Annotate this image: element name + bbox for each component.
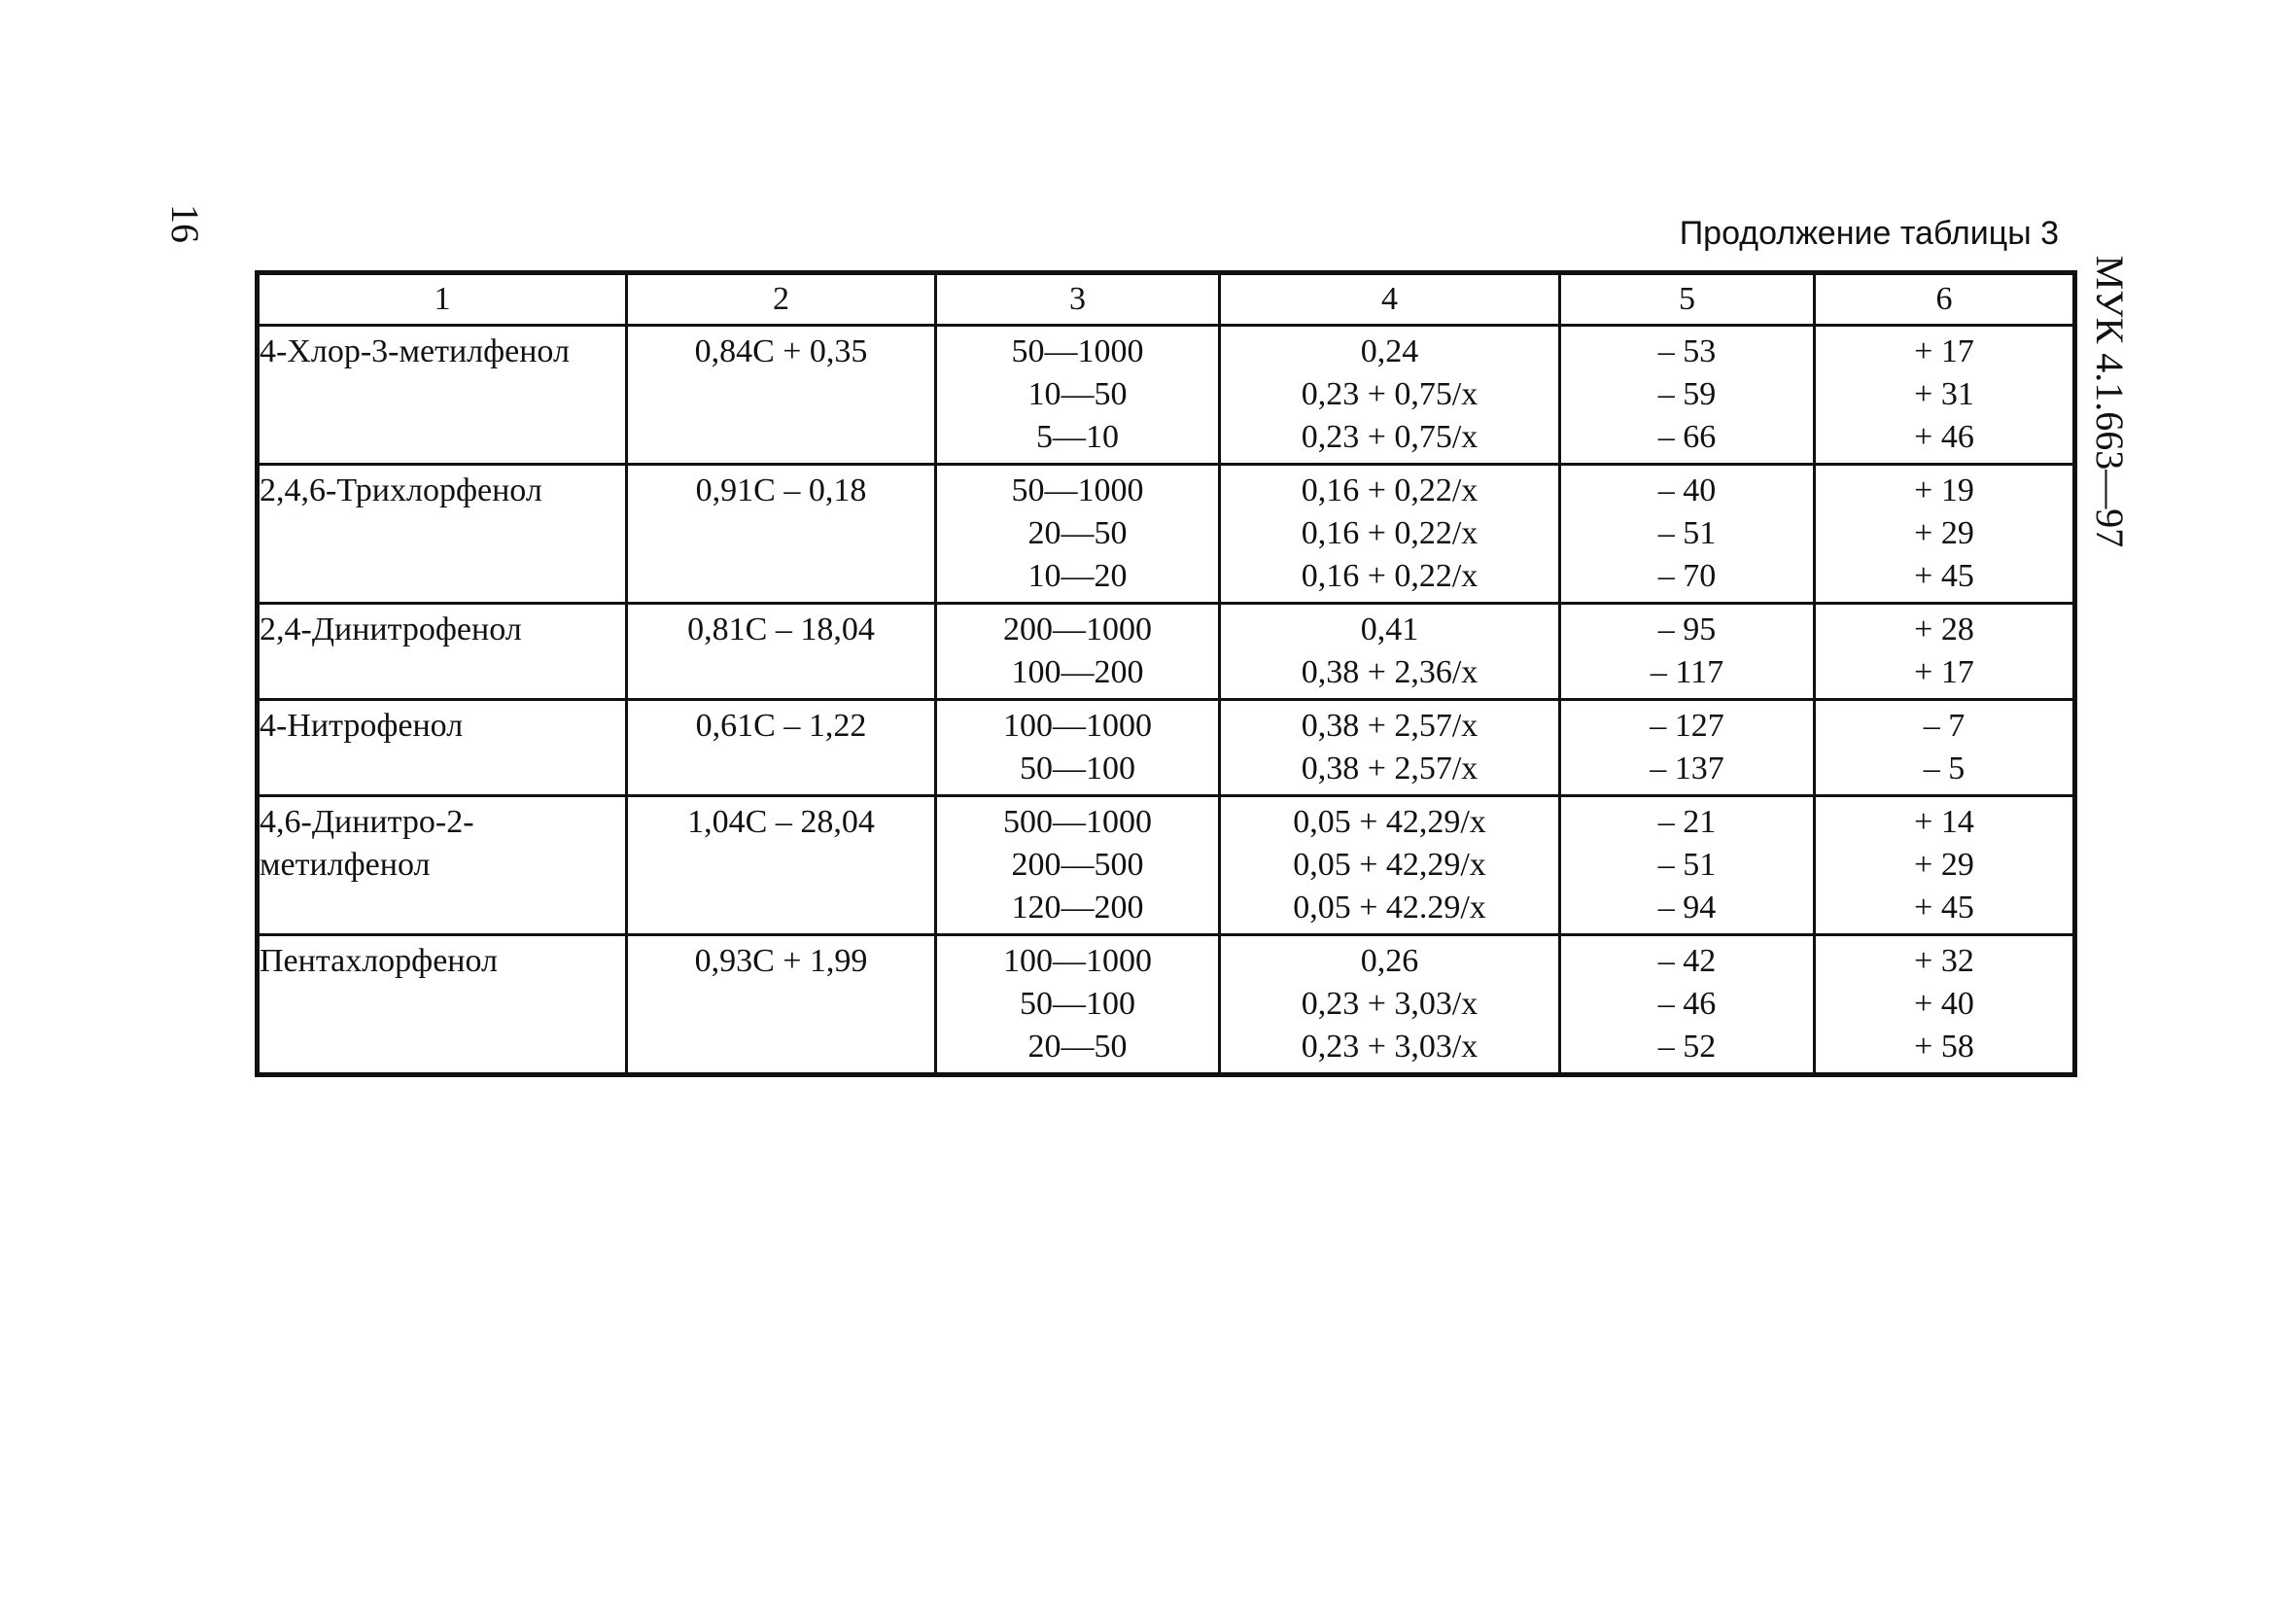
- compound-name-cell: [258, 604, 627, 700]
- range-cell: [936, 700, 1220, 796]
- col6-cell: [1815, 935, 2075, 1075]
- col4-cell: [1220, 604, 1560, 700]
- compound-name: 2,4-Динитрофенол: [260, 611, 522, 647]
- formula-cell: [627, 326, 936, 465]
- col6-cell: [1815, 796, 2075, 935]
- col5-value: – 53: [1657, 333, 1717, 369]
- range-value: 20—50: [1027, 1029, 1128, 1065]
- col5-value: – 42: [1657, 943, 1717, 979]
- col6-value: + 46: [1914, 419, 1974, 455]
- col6-value: + 14: [1914, 804, 1974, 840]
- compound-name: Пентахлорфенол: [260, 943, 499, 979]
- range-value: 10—50: [1027, 376, 1128, 412]
- data-table: [255, 270, 2077, 1077]
- col4-value: 0,16 + 0,22/х: [1301, 515, 1478, 551]
- compound-name-cell: [258, 700, 627, 796]
- range-value: 500—1000: [1003, 804, 1152, 840]
- column-header: 4: [1220, 273, 1560, 326]
- table-row: [258, 935, 2075, 1075]
- compound-name: 4-Хлор-3-метилфенол: [260, 333, 570, 369]
- col5-value: – 46: [1657, 986, 1717, 1022]
- formula: 0,84С + 0,35: [694, 333, 868, 369]
- range-value: 10—20: [1027, 558, 1128, 594]
- compound-name: 4,6-Динитро-2-: [260, 804, 474, 840]
- col5-cell: [1560, 700, 1815, 796]
- range-cell: [936, 796, 1220, 935]
- col6-value: + 40: [1914, 986, 1974, 1022]
- column-header: 2: [627, 273, 936, 326]
- formula-cell: [627, 465, 936, 604]
- formula-cell: [627, 604, 936, 700]
- col6-value: – 7: [1923, 708, 1966, 744]
- col4-value: 0,16 + 0,22/х: [1301, 472, 1478, 508]
- compound-name: метилфенол: [260, 847, 431, 883]
- compound-name: 4-Нитрофенол: [260, 708, 464, 744]
- col4-cell: [1220, 935, 1560, 1075]
- col5-value: – 21: [1657, 804, 1717, 840]
- range-value: 200—500: [1011, 847, 1144, 883]
- formula: 0,93С + 1,99: [694, 943, 868, 979]
- col5-value: – 66: [1657, 419, 1717, 455]
- col5-cell: [1560, 935, 1815, 1075]
- column-header: 1: [258, 273, 627, 326]
- col4-value: 0,05 + 42.29/х: [1293, 890, 1486, 926]
- formula-cell: [627, 700, 936, 796]
- range-value: 100—1000: [1003, 943, 1152, 979]
- col6-value: + 17: [1914, 654, 1974, 690]
- compound-name-cell: [258, 465, 627, 604]
- column-header: 5: [1560, 273, 1815, 326]
- range-value: 20—50: [1027, 515, 1128, 551]
- range-value: 100—1000: [1003, 708, 1152, 744]
- table-row: [258, 700, 2075, 796]
- compound-name-cell: [258, 796, 627, 935]
- col4-value: 0,05 + 42,29/х: [1293, 804, 1486, 840]
- col5-cell: [1560, 326, 1815, 465]
- col5-value: – 117: [1650, 654, 1724, 690]
- col4-cell: [1220, 326, 1560, 465]
- col6-value: – 5: [1923, 751, 1966, 786]
- col6-value: + 31: [1914, 376, 1974, 412]
- col5-value: – 127: [1650, 708, 1724, 744]
- col4-value: 0,05 + 42,29/х: [1293, 847, 1486, 883]
- col6-value: + 29: [1914, 515, 1974, 551]
- formula: 0,91С – 0,18: [695, 472, 867, 508]
- compound-name-cell: [258, 326, 627, 465]
- col6-cell: [1815, 604, 2075, 700]
- col6-cell: [1815, 700, 2075, 796]
- col4-value: 0,38 + 2,57/х: [1301, 708, 1478, 744]
- col6-value: + 29: [1914, 847, 1974, 883]
- col4-value: 0,38 + 2,57/х: [1301, 751, 1478, 786]
- col5-value: – 94: [1657, 890, 1717, 926]
- table-row: [258, 604, 2075, 700]
- formula: 1,04С – 28,04: [687, 804, 875, 840]
- table-caption: Продолжение таблицы 3: [1679, 215, 2059, 252]
- formula-cell: [627, 796, 936, 935]
- column-header: 3: [936, 273, 1220, 326]
- col6-value: + 32: [1914, 943, 1974, 979]
- col4-value: 0,38 + 2,36/х: [1301, 654, 1478, 690]
- col5-value: – 70: [1657, 558, 1717, 594]
- range-value: 50—100: [1020, 751, 1135, 786]
- col6-value: + 17: [1914, 333, 1974, 369]
- col6-cell: [1815, 326, 2075, 465]
- range-cell: [936, 326, 1220, 465]
- document-code: МУК 4.1.663—97: [2088, 255, 2132, 548]
- col4-value: 0,41: [1360, 611, 1419, 647]
- col6-value: + 19: [1914, 472, 1974, 508]
- col4-value: 0,23 + 0,75/х: [1301, 376, 1478, 412]
- range-value: 50—1000: [1011, 472, 1144, 508]
- page-number: 16: [163, 204, 207, 243]
- col5-value: – 95: [1657, 611, 1717, 647]
- col6-value: + 28: [1914, 611, 1974, 647]
- col6-cell: [1815, 465, 2075, 604]
- compound-name-cell: [258, 935, 627, 1075]
- table-row: [258, 326, 2075, 465]
- range-value: 120—200: [1011, 890, 1144, 926]
- col4-value: 0,23 + 3,03/х: [1301, 986, 1478, 1022]
- col4-value: 0,23 + 3,03/х: [1301, 1029, 1478, 1065]
- col5-cell: [1560, 465, 1815, 604]
- range-value: 100—200: [1011, 654, 1144, 690]
- range-value: 200—1000: [1003, 611, 1152, 647]
- table-row: [258, 796, 2075, 935]
- col4-cell: [1220, 465, 1560, 604]
- col5-value: – 52: [1657, 1029, 1717, 1065]
- col5-value: – 51: [1657, 515, 1717, 551]
- col4-value: 0,26: [1360, 943, 1419, 979]
- col6-value: + 45: [1914, 558, 1974, 594]
- col5-value: – 51: [1657, 847, 1717, 883]
- col5-cell: [1560, 796, 1815, 935]
- range-value: 5—10: [1036, 419, 1119, 455]
- col4-value: 0,24: [1360, 333, 1419, 369]
- col6-value: + 45: [1914, 890, 1974, 926]
- col5-value: – 137: [1650, 751, 1724, 786]
- table-row: [258, 465, 2075, 604]
- formula: 0,81С – 18,04: [687, 611, 875, 647]
- formula: 0,61С – 1,22: [695, 708, 867, 744]
- col5-cell: [1560, 604, 1815, 700]
- col6-value: + 58: [1914, 1029, 1974, 1065]
- col4-cell: [1220, 796, 1560, 935]
- column-header: 6: [1815, 273, 2075, 326]
- col4-cell: [1220, 700, 1560, 796]
- col5-value: – 40: [1657, 472, 1717, 508]
- col4-value: 0,16 + 0,22/х: [1301, 558, 1478, 594]
- col4-value: 0,23 + 0,75/х: [1301, 419, 1478, 455]
- range-cell: [936, 604, 1220, 700]
- col5-value: – 59: [1657, 376, 1717, 412]
- table-header-row: [258, 273, 2075, 326]
- range-value: 50—1000: [1011, 333, 1144, 369]
- range-cell: [936, 935, 1220, 1075]
- formula-cell: [627, 935, 936, 1075]
- range-value: 50—100: [1020, 986, 1135, 1022]
- range-cell: [936, 465, 1220, 604]
- compound-name: 2,4,6-Трихлорфенол: [260, 472, 542, 508]
